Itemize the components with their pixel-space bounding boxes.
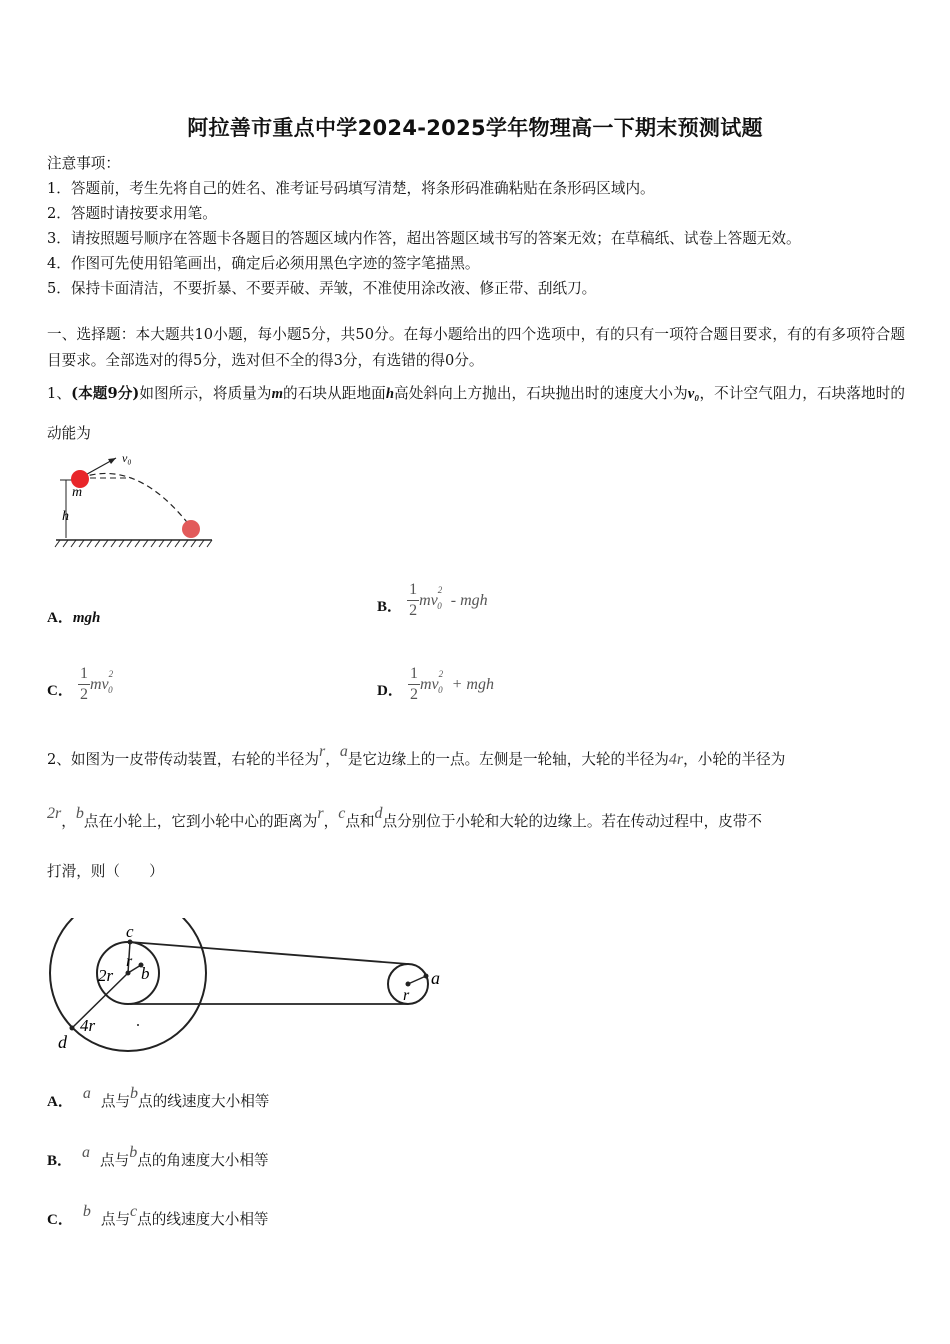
q1-text-b: 的石块从距地面 xyxy=(282,385,386,402)
v0-label: v₀ xyxy=(122,451,132,465)
q2-option-c-label: C． xyxy=(47,1212,73,1228)
q2-option-c-p2: c xyxy=(130,1203,138,1220)
page-title: 阿拉善市重点中学2024-2025学年物理高一下期末预测试题 xyxy=(187,116,763,140)
h-label: h xyxy=(62,509,69,524)
radius-r-right xyxy=(408,976,426,984)
q1-option-a-label: A． xyxy=(47,610,73,626)
q1-option-c-mv: mv xyxy=(89,676,109,693)
q1-option-c-sup: 2 xyxy=(108,669,114,679)
ground-hatch xyxy=(55,540,212,547)
q2-t4: ，小轮的半径为 xyxy=(683,751,786,768)
section1-intro: 一、选择题：本大题共10小题，每小题5分，共50分。在每小题给出的四个选项中，有的只有一项符合题目要求，有的有多项符合题目要求。全部选对的得5分，选对但不全的得3分，有选错的得0分。 xyxy=(47,326,905,369)
notice-item-1: 1．答题前，考生先将自己的姓名、准考证号码填写清楚，将条形码准确粘贴在条形码区域内。 xyxy=(47,180,655,197)
center-right xyxy=(406,982,411,987)
dot-mark xyxy=(137,1024,139,1026)
q1-option-b-label: B． xyxy=(377,599,403,615)
label-d: d xyxy=(58,1032,67,1052)
q2-option-b-p1: a xyxy=(82,1144,91,1161)
q2-option-b-mid: 点与 xyxy=(100,1152,130,1169)
q2-option-a-tail: 点的线速度大小相等 xyxy=(138,1093,270,1110)
notice-item-4: 4．作图可先使用铅笔画出，确定后必须用黑色字迹的签字笔描黑。 xyxy=(47,255,480,272)
notice-item-5: 5．保持卡面清洁，不要折暴、不要弄破、弄皱，不准使用涂改液、修正带、刮纸刀。 xyxy=(47,280,597,297)
q1-option-d-label: D． xyxy=(377,683,403,699)
q1-h: h xyxy=(385,386,394,402)
q1-option-d[interactable] xyxy=(377,664,494,705)
q2-option-b-label: B． xyxy=(47,1153,73,1169)
q2-option-c-p1: b xyxy=(82,1203,91,1220)
label-2r: 2r xyxy=(98,966,114,985)
frac-num: 1 xyxy=(78,664,90,685)
q2-r: r xyxy=(318,743,326,760)
q1-text-d: ，不计空气阻力，石块落地时的动能为 xyxy=(47,385,905,442)
q1-option-c-label: C． xyxy=(47,683,73,699)
q2-option-b-tail: 点的角速度大小相等 xyxy=(137,1152,269,1169)
frac-num: 1 xyxy=(407,580,419,601)
q1-v0: v₀ xyxy=(687,386,700,402)
q2-stem-line-3: 打滑，则（ ） xyxy=(47,863,164,880)
q1-option-b-tail: - mgh xyxy=(446,592,488,609)
velocity-arrowhead xyxy=(108,458,116,464)
q2-option-c[interactable] xyxy=(47,1203,269,1229)
q1-option-b-sup: 2 xyxy=(437,585,443,595)
q2-d: d xyxy=(374,805,383,822)
q1-score: (本题9分) xyxy=(71,385,140,402)
q2-option-a-p2: b xyxy=(130,1085,139,1102)
q2-t6: 点在小轮上，它到小轮中心的距离为 xyxy=(83,813,318,830)
trajectory-path xyxy=(80,473,190,526)
stone-end xyxy=(182,520,200,538)
q1-text-a: 如图所示，将质量为 xyxy=(139,385,272,402)
label-b: b xyxy=(141,964,150,983)
q2-option-a[interactable] xyxy=(47,1085,270,1111)
q1-option-b[interactable] xyxy=(377,580,488,621)
q2-stem-line-1 xyxy=(47,743,786,769)
q2-4r: 4r xyxy=(668,751,684,768)
notice-item-2: 2．答题时请按要求用笔。 xyxy=(47,205,217,222)
m-label: m xyxy=(72,485,83,500)
q1-option-d-fraction xyxy=(408,664,420,705)
q1-option-b-mv: mv xyxy=(419,592,438,609)
q2-option-a-mid: 点与 xyxy=(100,1093,131,1110)
q1-m: m xyxy=(271,386,283,402)
frac-den: 2 xyxy=(409,602,418,619)
q2-stem-line-2 xyxy=(47,805,762,831)
q2-a: a xyxy=(339,743,348,760)
q2-option-b[interactable] xyxy=(47,1144,269,1170)
frac-den: 2 xyxy=(409,686,418,703)
q1-option-a[interactable] xyxy=(47,606,100,627)
q1-option-d-tail: + mgh xyxy=(447,676,494,693)
q1-option-c-sub: 0 xyxy=(108,685,113,695)
q2-option-a-label: A． xyxy=(47,1094,73,1110)
notice-item-3: 3．请按照题号顺序在答题卡各题目的答题区域内作答，超出答题区域书写的答案无效；在草稿纸、试卷上答题无效。 xyxy=(47,230,801,247)
q1-option-b-sub: 0 xyxy=(437,601,442,611)
q2-t5: ， xyxy=(61,813,76,830)
q2-t8: 点和 xyxy=(345,813,375,830)
label-a: a xyxy=(431,968,440,988)
q2-belt-figure xyxy=(46,918,450,1054)
q2-2r: 2r xyxy=(47,805,62,822)
label-4r: 4r xyxy=(80,1016,96,1035)
frac-num: 1 xyxy=(408,664,420,685)
label-r: r xyxy=(126,953,133,970)
q2-t1: 2、如图为一皮带传动装置，右轮的半径为 xyxy=(47,751,319,768)
q1-option-d-mv: mv xyxy=(419,676,439,693)
q2-option-c-tail: 点的线速度大小相等 xyxy=(137,1211,269,1228)
label-c: c xyxy=(126,922,134,941)
q2-b: b xyxy=(75,805,84,822)
q2-t2: ， xyxy=(325,751,340,768)
q1-option-b-fraction xyxy=(407,580,419,621)
frac-den: 2 xyxy=(79,686,88,703)
center-left xyxy=(126,971,131,976)
q1-option-d-sup: 2 xyxy=(438,669,444,679)
q2-t9: 点分别位于小轮和大轮的边缘上。若在传动过程中，皮带不 xyxy=(382,813,762,830)
notice-heading: 注意事项： xyxy=(47,155,120,172)
label-r-right: r xyxy=(403,987,410,1004)
q2-t7: ， xyxy=(323,813,339,830)
point-d xyxy=(70,1026,75,1031)
q1-option-d-sub: 0 xyxy=(438,685,443,695)
point-a xyxy=(424,974,429,979)
q2-r2: r xyxy=(317,805,324,822)
q1-option-a-expr: mgh xyxy=(72,610,101,626)
q2-option-b-p2: b xyxy=(129,1144,138,1161)
q1-text-c: 高处斜向上方抛出，石块抛出时的速度大小为 xyxy=(393,385,688,402)
q1-option-c-fraction xyxy=(78,664,90,705)
q1-number: 1、 xyxy=(47,385,72,402)
q2-c: c xyxy=(338,805,346,822)
q2-option-c-mid: 点与 xyxy=(100,1211,131,1228)
q1-option-c[interactable] xyxy=(47,664,118,705)
question-1-stem xyxy=(47,374,905,454)
belt-top xyxy=(130,942,408,964)
q1-projectile-figure xyxy=(52,448,222,552)
q2-option-a-p1: a xyxy=(82,1085,91,1102)
q2-t3: 是它边缘上的一点。左侧是一轮轴，大轮的半径为 xyxy=(347,751,669,768)
